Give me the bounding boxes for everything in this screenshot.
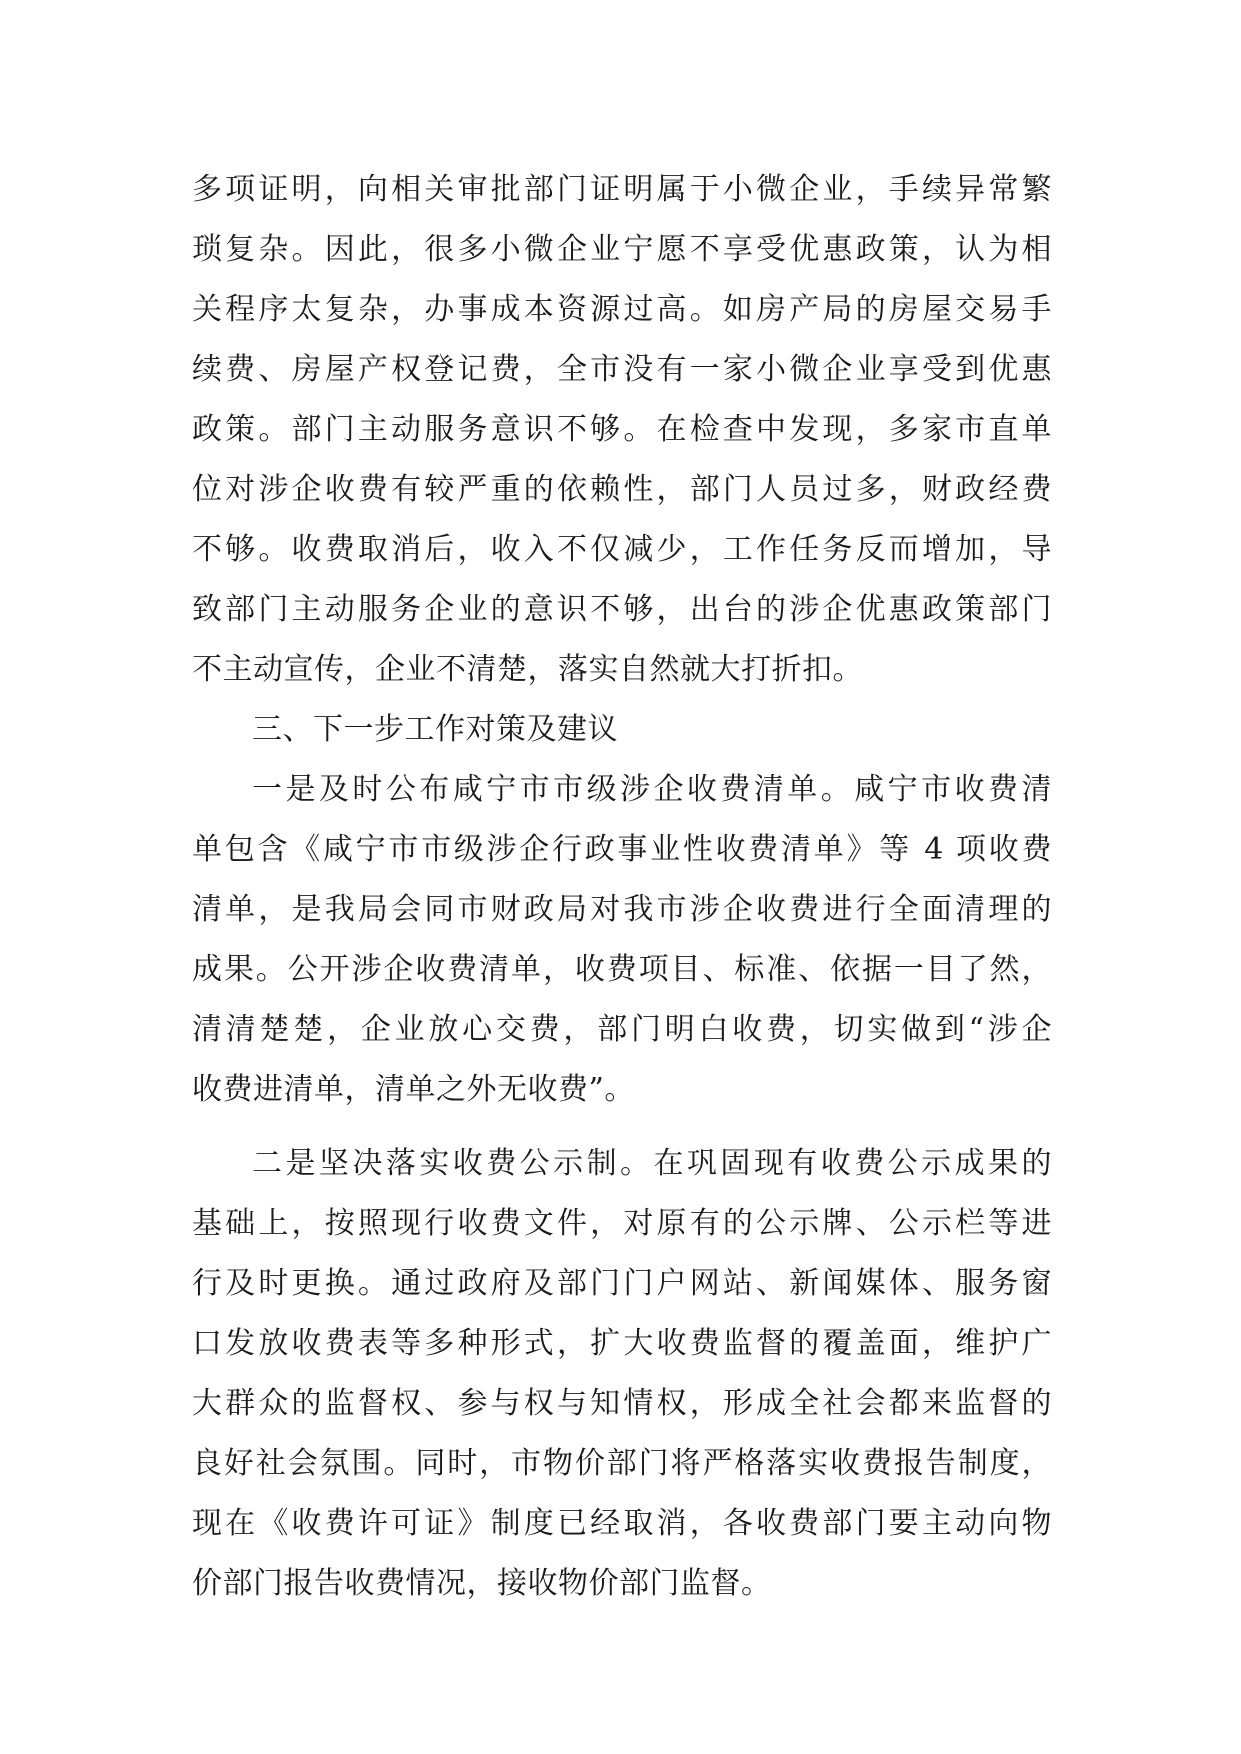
text-line: 政策。部门主动服务意识不够。在检查中发现，多家市直单: [192, 412, 1052, 447]
text-line: 大群众的监督权、参与权与知情权，形成全社会都来监督的: [192, 1386, 1052, 1421]
text-line: 清单，是我局会同市财政局对我市涉企收费进行全面清理的: [192, 892, 1052, 927]
text-line: 成果。公开涉企收费清单，收费项目、标准、依据一目了然，: [192, 952, 1052, 987]
paragraph-gap: [192, 1120, 1052, 1134]
text-line: 不主动宣传，企业不清楚，落实自然就大打折扣。: [192, 652, 863, 687]
text-line: 位对涉企收费有较严重的依赖性，部门人员过多，财政经费: [192, 472, 1052, 507]
text-line: 二是坚决落实收费公示制。在巩固现有收费公示成果的: [252, 1146, 1052, 1181]
text-line: 琐复杂。因此，很多小微企业宁愿不享受优惠政策，认为相: [192, 232, 1052, 267]
text-line: 现在《收费许可证》制度已经取消，各收费部门要主动向物: [192, 1506, 1052, 1541]
document-body: [192, 160, 1052, 1614]
text-line: 基础上，按照现行收费文件，对原有的公示牌、公示栏等进: [192, 1206, 1052, 1241]
text-line: 清清楚楚，企业放心交费，部门明白收费，切实做到“涉企: [192, 1012, 1052, 1047]
text-line: 行及时更换。通过政府及部门门户网站、新闻媒体、服务窗: [192, 1266, 1052, 1301]
text-line: 续费、房屋产权登记费，全市没有一家小微企业享受到优惠: [192, 352, 1052, 387]
text-line: 三、下一步工作对策及建议: [252, 712, 618, 747]
text-line: 良好社会氛围。同时，市物价部门将严格落实收费报告制度，: [192, 1446, 1052, 1481]
text-line: 口发放收费表等多种形式，扩大收费监督的覆盖面，维护广: [192, 1326, 1052, 1361]
text-line: 单包含《咸宁市市级涉企行政事业性收费清单》等 4 项收费: [192, 832, 1052, 867]
text-line: 不够。收费取消后，收入不仅减少，工作任务反而增加，导: [192, 532, 1052, 567]
text-line: 一是及时公布咸宁市市级涉企收费清单。咸宁市收费清: [252, 772, 1052, 807]
text-line: 致部门主动服务企业的意识不够，出台的涉企优惠政策部门: [192, 592, 1052, 627]
text-line: 关程序太复杂，办事成本资源过高。如房产局的房屋交易手: [192, 292, 1052, 327]
text-line: 收费进清单，清单之外无收费”。: [192, 1072, 635, 1107]
text-line: 多项证明，向相关审批部门证明属于小微企业，手续异常繁: [192, 172, 1052, 207]
text-line: 价部门报告收费情况，接收物价部门监督。: [192, 1566, 772, 1601]
